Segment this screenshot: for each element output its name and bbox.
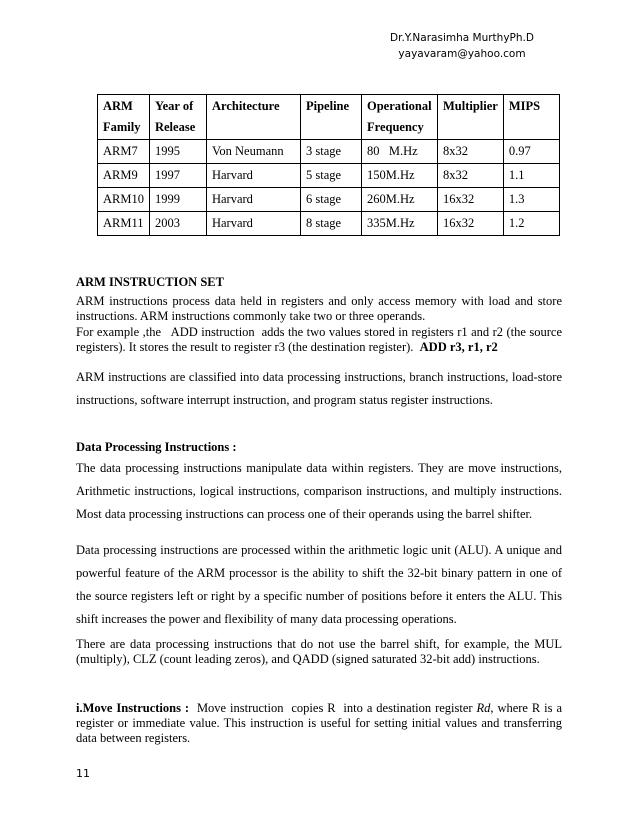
instruction-set-paragraph-2: For example ,the ADD instruction adds the two values stored in registers r1 and r2 (the source registers). It stores the result to register r3 (the destination register). ADD r3, r1, r2 [76,325,566,354]
table-cell: 260M.Hz [361,188,437,212]
instruction-set-paragraph-1: ARM instructions process data held in registers and only access memory with load and store instructions. ARM instructions commonly take two or three operands. [76,294,562,323]
move-instructions-heading: i.Move Instructions : [76,701,190,715]
table-cell: 8 stage [300,212,361,236]
header-multiplier: Multiplier [437,95,503,140]
table-row [98,140,560,164]
page-header [362,30,562,62]
data-processing-paragraph-1: The data processing instructions manipulate data within registers. They are move instructions, Arithmetic instructions, logical instructions, comparison instructions, and multiply instructions. Most data processing instructions can process one of their operands using the barrel shifter. [76,461,562,521]
table-cell: 1.2 [503,212,559,236]
table-cell: 80 M.Hz [361,140,437,164]
table-cell: 16x32 [437,212,503,236]
data-processing-paragraph-2: Data processing instructions are processed within the arithmetic logic unit (ALU). A unique and powerful feature of the ARM processor is the ability to shift the 32-bit binary pattern in one of the source registers left or right by a specific number of positions before it enters the ALU. This shift increases the power and flexibility of many data processing operations. [76,543,562,626]
instruction-set-heading: ARM INSTRUCTION SET [76,275,224,289]
table-cell: 6 stage [300,188,361,212]
arm-family-table [97,94,560,236]
table-cell: ARM9 [98,164,150,188]
table-row [98,188,560,212]
table-cell: 1.1 [503,164,559,188]
table-cell: 1995 [149,140,206,164]
header-year: Year of Release [149,95,206,140]
data-processing-paragraph-3: There are data processing instructions that do not use the barrel shift, for example, the MUL (multiply), CLZ (count leading zeros), and QADD (signed saturated 32-bit add) instructions. [76,637,562,666]
table-cell: ARM7 [98,140,150,164]
table-cell: 1.3 [503,188,559,212]
page-number: 11 [76,767,90,780]
header-pipeline: Pipeline [300,95,361,140]
table-cell: 2003 [149,212,206,236]
table-cell: Harvard [206,212,300,236]
table-cell: ARM11 [98,212,150,236]
table-cell: Harvard [206,164,300,188]
table-cell: Harvard [206,188,300,212]
header-frequency: Operational Frequency [361,95,437,140]
table-header-row [98,95,560,140]
data-processing-heading: Data Processing Instructions : [76,440,237,454]
table-cell: 3 stage [300,140,361,164]
table-cell: 335M.Hz [361,212,437,236]
table-cell: 1999 [149,188,206,212]
instruction-set-paragraph-3: ARM instructions are classified into data processing instructions, branch instructions, load-store instructions, software interrupt instruction, and program status register instructions. [76,370,562,407]
table-row [98,164,560,188]
table-cell: Von Neumann [206,140,300,164]
header-architecture: Architecture [206,95,300,140]
add-instruction-example: ADD r3, r1, r2 [419,340,498,354]
table-row [98,212,560,236]
table-cell: 16x32 [437,188,503,212]
move-instructions-paragraph: i.Move Instructions : Move instruction copies R into a destination register Rd, where R is a register or immediate value. This instruction is useful for setting initial values and transferring data between registers. [76,701,563,745]
header-arm-family: ARM Family [98,95,150,140]
table-cell: 1997 [149,164,206,188]
table-cell: 150M.Hz [361,164,437,188]
author-email: yayavaram@yahoo.com [398,48,526,60]
table-cell: ARM10 [98,188,150,212]
table-cell: 0.97 [503,140,559,164]
table-cell: 5 stage [300,164,361,188]
table-cell: 8x32 [437,164,503,188]
table-cell: 8x32 [437,140,503,164]
header-mips: MIPS [503,95,559,140]
author-name: Dr.Y.Narasimha MurthyPh.D [390,32,534,44]
